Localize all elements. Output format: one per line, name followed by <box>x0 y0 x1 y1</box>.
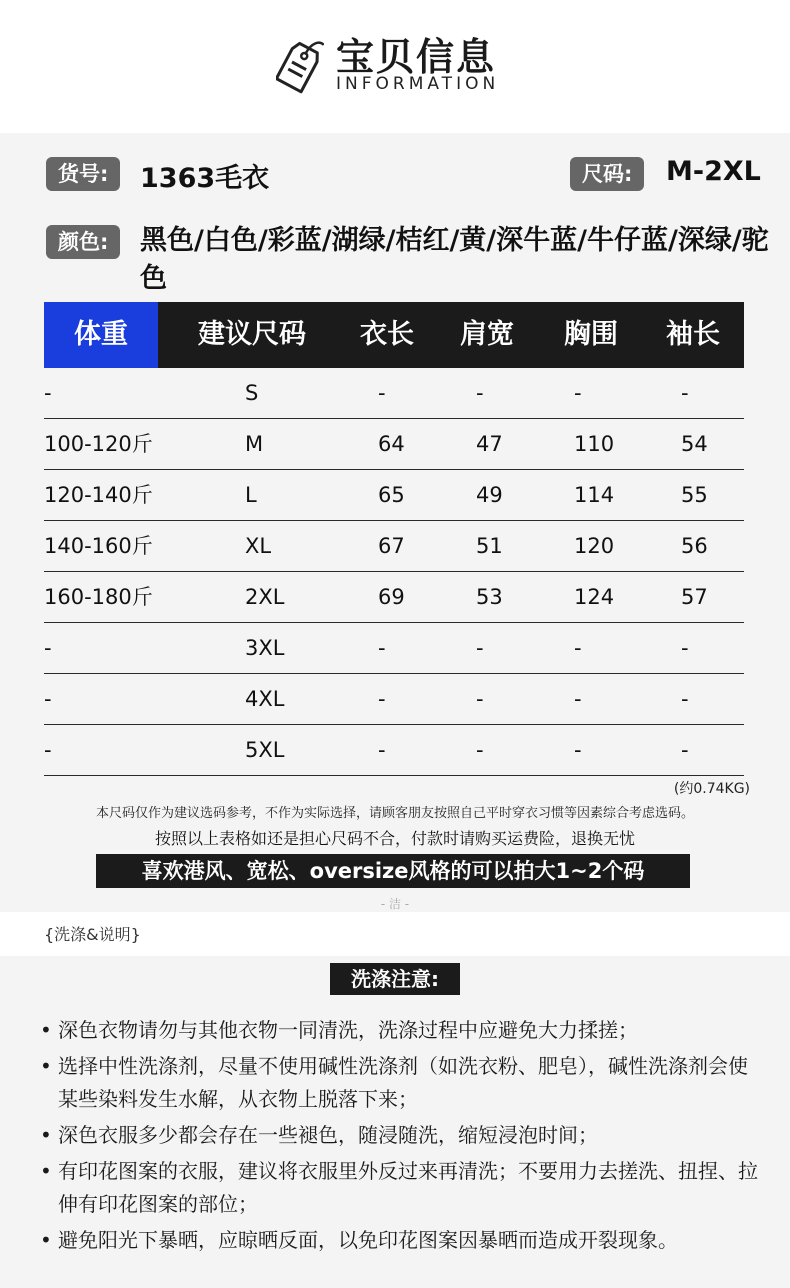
size-table-header <box>44 302 744 368</box>
cell-weight: - <box>44 381 52 405</box>
list-item <box>40 1050 760 1116</box>
cell-chest: - <box>574 636 582 660</box>
cell-weight: 120-140斤 <box>44 483 153 507</box>
cell-chest: 114 <box>574 483 615 507</box>
header-sleeve: 袖长 <box>666 319 720 350</box>
wash-section-title: {洗涤&说明} <box>44 925 141 944</box>
cell-length: - <box>378 381 386 405</box>
cell-sleeve: 54 <box>681 432 708 456</box>
item-no-value: 1363毛衣 <box>140 163 270 194</box>
cell-length: 65 <box>378 483 405 507</box>
tip-text: 深色衣物请勿与其他衣物一同清洗，洗涤过程中应避免大力揉搓； <box>58 1018 638 1042</box>
cell-weight: 160-180斤 <box>44 585 153 609</box>
wash-tips <box>40 1014 760 1260</box>
cell-size: M <box>245 432 264 456</box>
cell-shoulder: - <box>476 738 484 762</box>
page-subtitle: INFORMATION <box>336 74 500 94</box>
list-item <box>40 1224 760 1257</box>
cell-shoulder: 53 <box>476 585 503 609</box>
cell-sleeve: - <box>681 738 689 762</box>
cell-chest: - <box>574 381 582 405</box>
cell-size: L <box>245 483 257 507</box>
cell-length: 64 <box>378 432 405 456</box>
cell-shoulder: 47 <box>476 432 503 456</box>
table-row <box>44 368 744 419</box>
table-row <box>44 725 744 776</box>
tip-text: 避免阳光下暴晒，应晾晒反面，以免印花图案因暴晒而造成开裂现象。 <box>58 1228 678 1252</box>
cell-length: - <box>378 687 386 711</box>
cell-weight: 140-160斤 <box>44 534 153 558</box>
cell-shoulder: - <box>476 381 484 405</box>
header <box>0 0 790 133</box>
cell-length: 69 <box>378 585 405 609</box>
list-item <box>40 1014 760 1047</box>
cell-length: - <box>378 636 386 660</box>
tip-text: 选择中性洗涤剂，尽量不使用碱性洗涤剂（如洗衣粉、肥皂），碱性洗涤剂会使某些染料发生水解，从衣物上脱落下来； <box>58 1054 748 1111</box>
cell-sleeve: 55 <box>681 483 708 507</box>
bullet-icon: • <box>40 1018 52 1042</box>
cell-sleeve: - <box>681 687 689 711</box>
price-tag-icon <box>276 30 324 94</box>
cell-chest: 120 <box>574 534 615 558</box>
header-chest: 胸围 <box>564 319 618 350</box>
cell-sleeve: - <box>681 381 689 405</box>
insurance-note: 按照以上表格如还是担心尺码不合，付款时请购买运费险，退换无忧 <box>154 829 635 848</box>
size-value: M-2XL <box>666 156 761 187</box>
cell-sleeve: 57 <box>681 585 708 609</box>
cell-size: 5XL <box>245 738 285 762</box>
cell-shoulder: - <box>476 636 484 660</box>
cell-shoulder: - <box>476 687 484 711</box>
cell-size: 3XL <box>245 636 285 660</box>
cell-shoulder: 49 <box>476 483 503 507</box>
cell-weight: - <box>44 687 52 711</box>
cell-size: XL <box>245 534 272 558</box>
cell-sleeve: - <box>681 636 689 660</box>
header-size: 建议尺码 <box>198 319 306 350</box>
cell-length: - <box>378 738 386 762</box>
wash-badge: 洗涤注意: <box>330 963 460 995</box>
table-row <box>44 521 744 572</box>
weight-note: (约0.74KG) <box>673 781 750 797</box>
size-table-body <box>44 368 744 776</box>
cell-shoulder: 51 <box>476 534 503 558</box>
size-label: 尺码: <box>570 157 644 191</box>
list-item <box>40 1155 760 1221</box>
table-row <box>44 572 744 623</box>
cell-chest: 124 <box>574 585 615 609</box>
cell-chest: 110 <box>574 432 615 456</box>
list-item <box>40 1119 760 1152</box>
table-row <box>44 419 744 470</box>
cell-length: 67 <box>378 534 405 558</box>
bullet-icon: • <box>40 1159 52 1183</box>
size-disclaimer: 本尺码仅作为建议选码参考，不作为实际选择，请顾客朋友按照自己平时穿衣习惯等因素综合考虑选码。 <box>95 806 694 821</box>
cell-size: S <box>245 381 259 405</box>
cell-size: 4XL <box>245 687 285 711</box>
cell-weight: - <box>44 738 52 762</box>
tip-text: 深色衣服多少都会存在一些褪色，随浸随洗，缩短浸泡时间； <box>58 1123 598 1147</box>
cell-size: 2XL <box>245 585 285 609</box>
table-row <box>44 623 744 674</box>
table-row <box>44 470 744 521</box>
page-title: 宝贝信息 <box>336 35 497 79</box>
header-shoulder: 肩宽 <box>460 319 514 350</box>
cell-chest: - <box>574 738 582 762</box>
table-row <box>44 674 744 725</box>
color-label: 颜色: <box>46 225 120 259</box>
cell-sleeve: 56 <box>681 534 708 558</box>
header-length: 衣长 <box>360 319 414 350</box>
color-value: 黑色/白色/彩蓝/湖绿/桔红/黄/深牛蓝/牛仔蓝/深绿/驼色 <box>140 225 769 294</box>
item-no-label: 货号: <box>46 157 120 191</box>
header-weight: 体重 <box>44 302 158 368</box>
tip-text: 有印花图案的衣服，建议将衣服里外反过来再清洗；不要用力去搓洗、扭捏、拉伸有印花图案的部位； <box>58 1159 758 1216</box>
bullet-icon: • <box>40 1123 52 1147</box>
bullet-icon: • <box>40 1054 52 1078</box>
cell-weight: 100-120斤 <box>44 432 153 456</box>
bullet-icon: • <box>40 1228 52 1252</box>
cell-chest: - <box>574 687 582 711</box>
oversize-banner: 喜欢港风、宽松、oversize风格的可以拍大1~2个码 <box>96 854 690 888</box>
divider-label: - 洁 - <box>380 897 410 911</box>
cell-weight: - <box>44 636 52 660</box>
